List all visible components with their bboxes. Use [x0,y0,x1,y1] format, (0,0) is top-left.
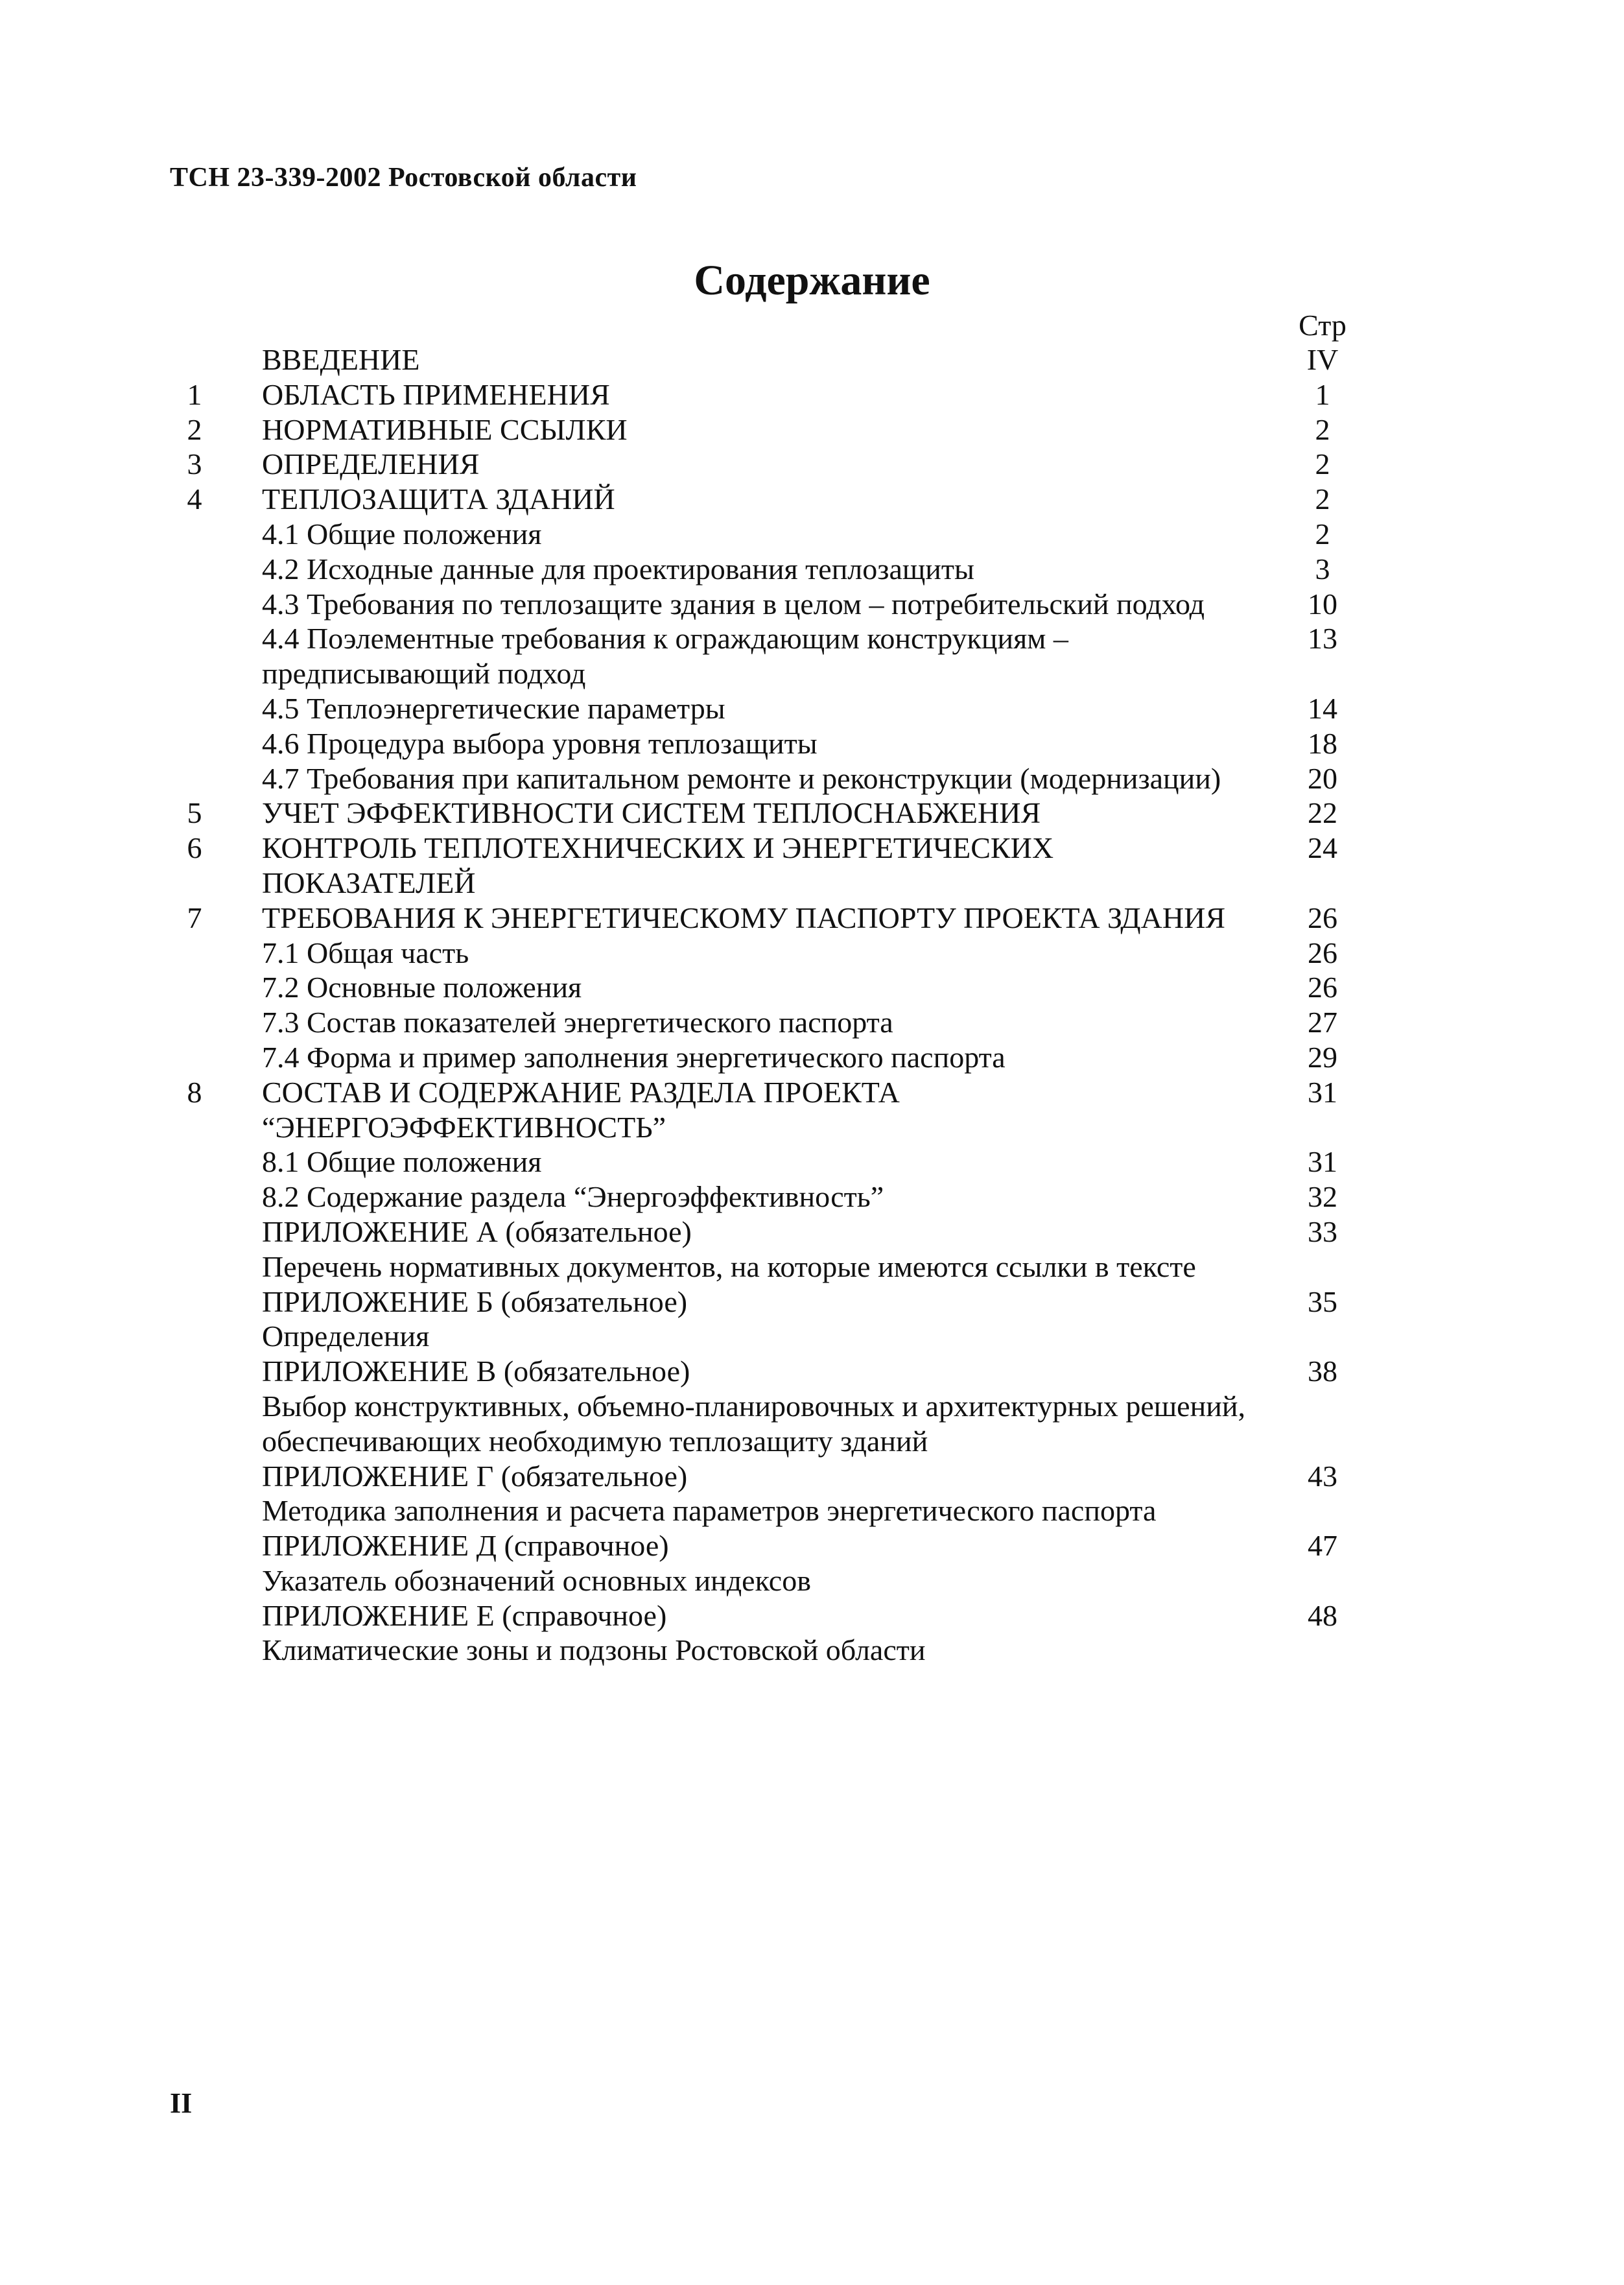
toc-page-number: 18 [1308,726,1337,760]
toc-entry-text: 7.4 Форма и пример заполнения энергетического паспорта [262,1040,1006,1074]
toc-entry-text: Климатические зоны и подзоны Ростовской области [262,1633,926,1667]
toc-page-number: 14 [1308,691,1337,725]
toc-row [175,970,1374,1005]
toc-entry-text: предписывающий подход [262,657,586,691]
toc-page-number: 33 [1308,1214,1337,1248]
toc-page-number: 26 [1308,971,1337,1004]
toc-section-number: 6 [187,831,202,865]
toc-row [175,726,1374,761]
toc-section-number: 7 [187,901,202,934]
toc-page-number: 38 [1308,1355,1337,1388]
toc-row [175,412,1374,447]
document-header: ТСН 23-339-2002 Ростовской области [170,163,637,193]
toc-row [175,1354,1374,1389]
toc-entry-text: ПРИЛОЖЕНИЕ А (обязательное) [262,1214,692,1248]
toc-page-number: 3 [1315,552,1330,586]
toc-page-number: 2 [1315,412,1330,446]
table-of-contents [175,342,1374,1668]
toc-entry-text: УЧЕТ ЭФФЕКТИВНОСТИ СИСТЕМ ТЕПЛОСНАБЖЕНИЯ [262,796,1041,830]
toc-row [175,761,1374,796]
toc-entry-text: ПРИЛОЖЕНИЕ В (обязательное) [262,1355,690,1388]
toc-page-number: 27 [1308,1006,1337,1039]
toc-section-number: 3 [187,447,202,481]
toc-row [175,656,1374,691]
toc-entry-text: “ЭНЕРГОЭФФЕКТИВНОСТЬ” [262,1110,666,1144]
toc-entry-text: 8.2 Содержание раздела “Энергоэффективность” [262,1180,884,1214]
toc-entry-text: 7.3 Состав показателей энергетического паспорта [262,1006,893,1039]
toc-entry-text: Выбор конструктивных, объемно-планировочных и архитектурных решений, [262,1389,1245,1423]
toc-entry-text: Методика заполнения и расчета параметров энергетического паспорта [262,1494,1157,1528]
toc-entry-text: ОБЛАСТЬ ПРИМЕНЕНИЯ [262,377,610,411]
toc-entry-text: 7.2 Основные положения [262,971,582,1004]
page-number: II [170,2087,193,2119]
toc-page-number: 31 [1308,1145,1337,1179]
toc-row [175,1110,1374,1145]
toc-page-number: 35 [1308,1285,1337,1318]
toc-row [175,936,1374,971]
toc-entry-text: ПРИЛОЖЕНИЕ Е (справочное) [262,1598,667,1632]
toc-row [175,1005,1374,1040]
toc-page-number: IV [1306,343,1339,376]
toc-page-number: 2 [1315,482,1330,516]
toc-row [175,587,1374,622]
toc-row [175,1633,1374,1668]
toc-row [175,1493,1374,1528]
toc-entry-text: обеспечивающих необходимую теплозащиту зданий [262,1424,928,1458]
toc-page-number: 43 [1308,1459,1337,1493]
toc-page-number: 22 [1308,796,1337,830]
toc-entry-text: НОРМАТИВНЫЕ ССЫЛКИ [262,412,628,446]
toc-entry-text: ПРИЛОЖЕНИЕ Д (справочное) [262,1529,669,1563]
toc-page-number: 29 [1308,1040,1337,1074]
toc-row [175,1040,1374,1075]
toc-page-number: 31 [1308,1075,1337,1109]
toc-entry-text: ТЕПЛОЗАЩИТА ЗДАНИЙ [262,482,615,516]
toc-page-number: 2 [1315,517,1330,551]
toc-page-number: 47 [1308,1529,1337,1563]
toc-section-number: 2 [187,412,202,446]
toc-row [175,796,1374,831]
toc-row [175,342,1374,377]
toc-entry-text: ПРИЛОЖЕНИЕ Г (обязательное) [262,1459,688,1493]
toc-row [175,1598,1374,1633]
toc-page-number: 26 [1308,936,1337,969]
toc-entry-text: Указатель обозначений основных индексов [262,1563,811,1597]
toc-row [175,831,1374,866]
toc-page-number: 13 [1308,622,1337,656]
toc-row [175,1459,1374,1494]
toc-row [175,1528,1374,1563]
page-title: Содержание [694,257,930,304]
toc-section-number: 4 [187,482,202,516]
toc-entry-text: 4.5 Теплоэнергетические параметры [262,691,725,725]
toc-entry-text: 4.4 Поэлементные требования к ограждающим конструкциям – [262,622,1068,656]
toc-row [175,1285,1374,1320]
toc-entry-text: ПОКАЗАТЕЛЕЙ [262,866,476,899]
toc-row [175,1389,1374,1424]
toc-row [175,482,1374,517]
toc-page-number: 32 [1308,1180,1337,1214]
toc-entry-text: ПРИЛОЖЕНИЕ Б (обязательное) [262,1285,688,1318]
toc-section-number: 1 [187,377,202,411]
page-column-header: Стр [1299,309,1347,342]
toc-entry-text: СОСТАВ И СОДЕРЖАНИЕ РАЗДЕЛА ПРОЕКТА [262,1075,900,1109]
toc-entry-text: 4.2 Исходные данные для проектирования теплозащиты [262,552,974,586]
toc-section-number: 8 [187,1075,202,1109]
toc-row [175,552,1374,587]
toc-row [175,1249,1374,1285]
toc-page-number: 2 [1315,447,1330,481]
toc-row [175,1424,1374,1459]
toc-page-number: 48 [1308,1598,1337,1632]
toc-entry-text: 4.7 Требования при капитальном ремонте и реконструкции (модернизации) [262,761,1221,795]
toc-row [175,691,1374,726]
toc-entry-text: ТРЕБОВАНИЯ К ЭНЕРГЕТИЧЕСКОМУ ПАСПОРТУ ПРОЕКТА ЗДАНИЯ [262,901,1226,934]
toc-page-number: 26 [1308,901,1337,934]
toc-section-number: 5 [187,796,202,830]
toc-row [175,621,1374,656]
toc-row [175,1214,1374,1249]
toc-entry-text: Перечень нормативных документов, на которые имеются ссылки в тексте [262,1249,1196,1283]
toc-entry-text: 7.1 Общая часть [262,936,469,969]
toc-row [175,1319,1374,1354]
toc-row [175,447,1374,482]
toc-row [175,377,1374,412]
toc-entry-text: 8.1 Общие положения [262,1145,542,1179]
toc-entry-text: КОНТРОЛЬ ТЕПЛОТЕХНИЧЕСКИХ И ЭНЕРГЕТИЧЕСКИХ [262,831,1054,865]
toc-entry-text: 4.1 Общие положения [262,517,542,551]
toc-page-number: 1 [1315,377,1330,411]
toc-page-number: 20 [1308,761,1337,795]
toc-entry-text: 4.3 Требования по теплозащите здания в целом – потребительский подход [262,587,1205,621]
toc-entry-text: ВВЕДЕНИЕ [262,343,420,376]
toc-row [175,901,1374,936]
toc-entry-text: ОПРЕДЕЛЕНИЯ [262,447,480,481]
toc-row [175,517,1374,552]
toc-row [175,1179,1374,1214]
toc-row [175,1075,1374,1110]
toc-entry-text: Определения [262,1320,430,1353]
toc-row [175,866,1374,901]
toc-page-number: 10 [1308,587,1337,621]
toc-page-number: 24 [1308,831,1337,865]
toc-row [175,1144,1374,1179]
toc-row [175,1563,1374,1598]
toc-entry-text: 4.6 Процедура выбора уровня теплозащиты [262,726,818,760]
